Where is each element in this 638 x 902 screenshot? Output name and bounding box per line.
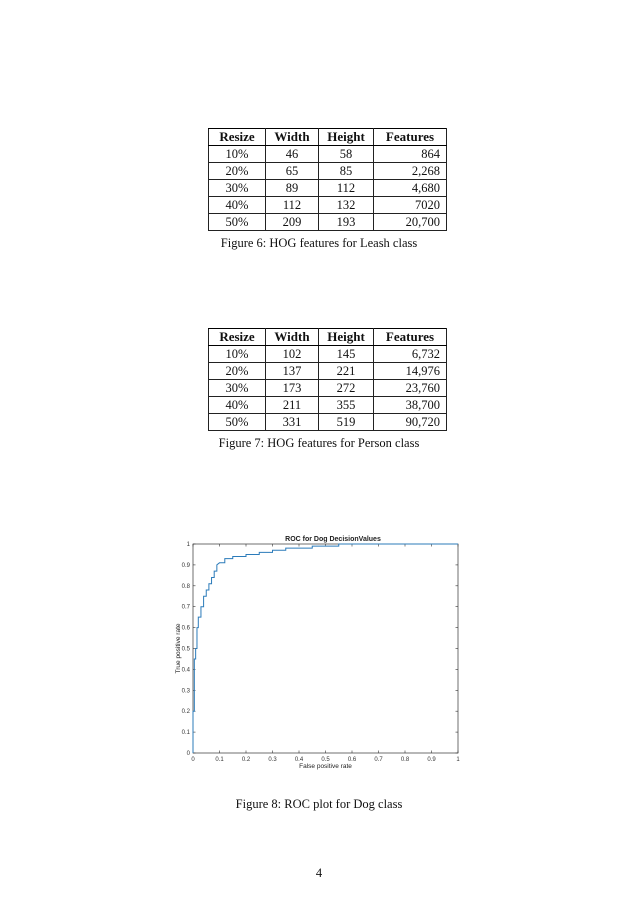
header-height: Height	[319, 129, 374, 146]
header-resize: Resize	[209, 129, 266, 146]
x-tick-label: 0	[191, 757, 195, 763]
table-row	[209, 346, 447, 363]
cell-height: 221	[319, 363, 374, 380]
x-tick-label: 0.5	[321, 757, 330, 763]
cell-resize: 20%	[209, 363, 266, 380]
y-tick-label: 1	[186, 542, 190, 548]
cell-features: 38,700	[374, 397, 447, 414]
cell-width: 137	[266, 363, 319, 380]
cell-features: 4,680	[374, 180, 447, 197]
cell-width: 209	[266, 214, 319, 231]
cell-height: 145	[319, 346, 374, 363]
x-tick-label: 0.6	[347, 757, 357, 763]
figure-6-caption: Figure 6: HOG features for Leash class	[220, 236, 418, 250]
cell-resize: 30%	[209, 180, 266, 197]
header-width: Width	[266, 329, 319, 346]
cell-resize: 40%	[209, 197, 266, 214]
y-tick-label: 0.1	[181, 730, 190, 737]
cell-resize: 10%	[209, 346, 266, 363]
cell-height: 519	[319, 414, 374, 431]
hog-table-person	[208, 328, 447, 431]
table-row	[209, 380, 447, 397]
cell-features: 7020	[374, 197, 447, 214]
cell-width: 89	[266, 180, 319, 197]
y-tick-label: 0	[186, 751, 190, 757]
table-row	[209, 363, 447, 380]
cell-height: 132	[319, 197, 374, 214]
cell-resize: 30%	[209, 380, 266, 397]
x-tick-label: 0.4	[294, 757, 304, 763]
table-row	[209, 197, 447, 214]
roc-chart	[160, 530, 470, 775]
header-height: Height	[319, 329, 374, 346]
y-tick-label: 0.4	[181, 667, 190, 674]
x-tick-label: 1	[456, 757, 460, 763]
y-axis-label: True positive rate	[175, 623, 182, 674]
cell-height: 85	[319, 163, 374, 180]
table-header-row	[209, 329, 447, 346]
table-row	[209, 180, 447, 197]
x-tick-label: 0.2	[241, 757, 251, 763]
y-tick-label: 0.8	[181, 583, 190, 590]
cell-resize: 50%	[209, 214, 266, 231]
y-tick-label: 0.2	[181, 709, 190, 716]
x-tick-label: 0.8	[400, 757, 410, 763]
table-row	[209, 414, 447, 431]
cell-width: 112	[266, 197, 319, 214]
cell-features: 864	[374, 146, 447, 163]
cell-features: 90,720	[374, 414, 447, 431]
chart-title: ROC for Dog DecisionValues	[285, 536, 381, 543]
cell-features: 14,976	[374, 363, 447, 380]
y-tick-label: 0.5	[181, 646, 190, 653]
cell-width: 65	[266, 163, 319, 180]
hog-table-leash	[208, 128, 447, 231]
cell-features: 2,268	[374, 163, 447, 180]
cell-resize: 20%	[209, 163, 266, 180]
table-header-row	[209, 129, 447, 146]
table-row	[209, 214, 447, 231]
x-tick-label: 0.3	[268, 757, 277, 763]
header-features: Features	[374, 329, 447, 346]
cell-height: 112	[319, 180, 374, 197]
y-tick-label: 0.6	[181, 625, 190, 632]
cell-width: 173	[266, 380, 319, 397]
cell-width: 331	[266, 414, 319, 431]
header-width: Width	[266, 129, 319, 146]
y-tick-label: 0.3	[181, 688, 190, 695]
cell-width: 102	[266, 346, 319, 363]
cell-features: 20,700	[374, 214, 447, 231]
figure-8-caption: Figure 8: ROC plot for Dog class	[235, 797, 403, 811]
y-tick-label: 0.7	[181, 604, 190, 611]
y-tick-label: 0.9	[181, 562, 190, 569]
cell-height: 58	[319, 146, 374, 163]
cell-resize: 50%	[209, 414, 266, 431]
table-row	[209, 146, 447, 163]
cell-resize: 40%	[209, 397, 266, 414]
cell-height: 355	[319, 397, 374, 414]
cell-height: 272	[319, 380, 374, 397]
x-tick-label: 0.1	[215, 757, 224, 763]
cell-width: 211	[266, 397, 319, 414]
plot-area	[193, 544, 458, 753]
x-axis-label: False positive rate	[299, 763, 352, 770]
figure-7-caption: Figure 7: HOG features for Person class	[218, 436, 420, 450]
cell-resize: 10%	[209, 146, 266, 163]
table-row	[209, 163, 447, 180]
x-tick-label: 0.7	[374, 757, 383, 763]
cell-height: 193	[319, 214, 374, 231]
cell-width: 46	[266, 146, 319, 163]
table-row	[209, 397, 447, 414]
cell-features: 6,732	[374, 346, 447, 363]
cell-features: 23,760	[374, 380, 447, 397]
header-features: Features	[374, 129, 447, 146]
page-number: 4	[315, 866, 323, 880]
x-tick-label: 0.9	[427, 757, 436, 763]
header-resize: Resize	[209, 329, 266, 346]
